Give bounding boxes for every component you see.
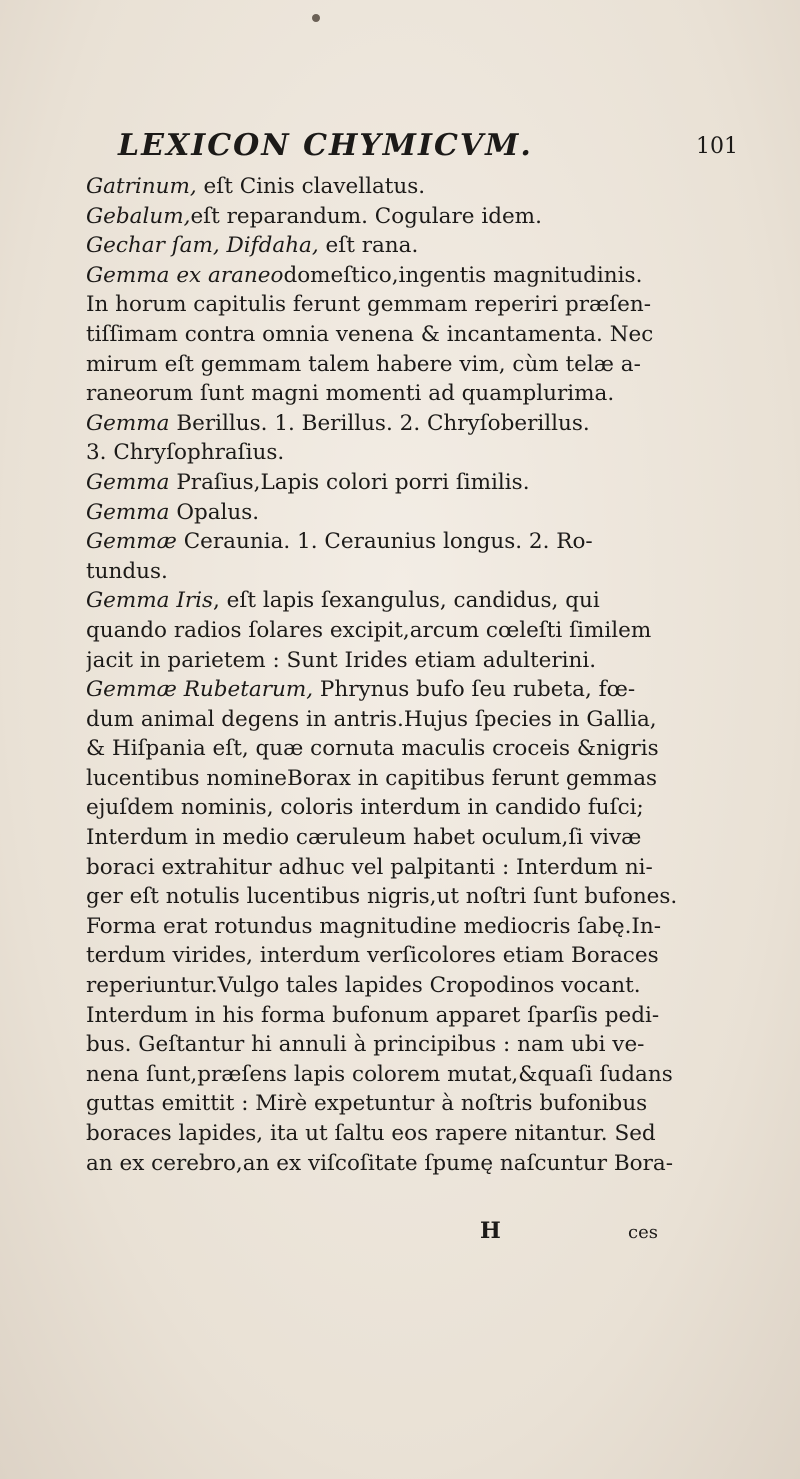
- catchword: ces: [628, 1222, 658, 1243]
- headword: Gatrinum,: [86, 174, 197, 199]
- headword: Gebalum,: [86, 203, 191, 229]
- text-line: [86, 853, 722, 883]
- text-line: [86, 1060, 722, 1090]
- signature-mark: H: [480, 1218, 501, 1244]
- line-text: Phrynus bufo ſeu rubeta, fœ-: [313, 677, 636, 703]
- line-text: Interdum in medio cæruleum habet oculum,ſi vivæ: [86, 825, 642, 851]
- line-text: reperiuntur.Vulgo tales lapides Cropodinos vocant.: [86, 973, 641, 999]
- line-text: & Hiſpania eſt, quæ cornuta maculis croceis &nigris: [86, 736, 659, 762]
- line-text: Interdum in his forma bufonum apparet ſparſis pedi-: [86, 1002, 660, 1028]
- text-line: [86, 616, 722, 646]
- text-line: [86, 971, 722, 1001]
- text-line: [86, 350, 722, 380]
- headword: Gemmæ Rubetarum,: [86, 677, 314, 703]
- line-text: Forma erat rotundus magnitudine mediocris ſabę.In-: [86, 913, 662, 939]
- text-line: [86, 764, 722, 794]
- line-text: Berillus. 1. Berillus. 2. Chryſoberillus.: [169, 410, 590, 436]
- line-text: dum animal degens in antris.Hujus ſpecies in Gallia,: [86, 706, 657, 732]
- line-text: quando radios ſolares excipit,arcum cœleſti ſimilem: [86, 617, 652, 643]
- text-line: [86, 705, 722, 735]
- page-header: [118, 128, 738, 168]
- text-line: [86, 734, 722, 764]
- text-line: [86, 202, 722, 232]
- page-footer: [0, 1218, 800, 1258]
- line-text: ger eſt notulis lucentibus nigris,ut noſtri ſunt bufones.: [86, 884, 678, 910]
- line-text: an ex cerebro,an ex viſcoſitate ſpumę naſcuntur Bora-: [86, 1150, 673, 1176]
- line-text: guttas emittit : Mirè expetuntur à noſtris bufonibus: [86, 1091, 648, 1117]
- line-text: Opalus.: [169, 499, 260, 525]
- running-title: LEXICON CHYMICVM.: [118, 128, 533, 163]
- line-text: , eſt lapis ſexangulus, candidus, qui: [213, 588, 600, 614]
- headword: Gemma Iris: [86, 588, 214, 614]
- text-line: [86, 1001, 722, 1031]
- line-text: raneorum ſunt magni momenti ad quamplurima.: [86, 381, 615, 407]
- line-text: boraces lapides, ita ut ſaltu eos rapere nitantur. Sed: [86, 1121, 656, 1146]
- text-line: [86, 468, 722, 498]
- text-line: [86, 557, 722, 587]
- line-text: terdum virides, interdum verſicolores etiam Boraces: [86, 943, 659, 969]
- text-line: [86, 1030, 722, 1060]
- text-line: [86, 912, 722, 942]
- line-text: eſt rana.: [318, 233, 419, 259]
- text-line: [86, 527, 722, 557]
- text-line: [86, 290, 722, 320]
- headword: Gechar ſam, Difdaha,: [86, 233, 319, 259]
- line-text: eſt reparandum. Cogulare idem.: [190, 203, 542, 229]
- text-line: [86, 261, 722, 291]
- text-line: [86, 1149, 722, 1179]
- text-line: [86, 409, 722, 439]
- ink-speck: [312, 14, 320, 22]
- line-text: tiſſimam contra omnia venena & incantamenta. Nec: [86, 321, 654, 347]
- text-line: [86, 1089, 722, 1119]
- line-text: nena ſunt,præſens lapis colorem mutat,&quaſi ſudans: [86, 1061, 673, 1087]
- line-text: boraci extrahitur adhuc vel palpitanti : Interdum ni-: [86, 854, 653, 880]
- headword: Gemma: [86, 499, 170, 525]
- text-line: [86, 438, 722, 468]
- text-line: [86, 1119, 722, 1149]
- line-text: ejuſdem nominis, coloris interdum in candido fuſci;: [86, 795, 644, 821]
- headword: Gemma ex araneo: [86, 262, 284, 288]
- text-line: [86, 172, 722, 202]
- text-line: [86, 823, 722, 853]
- headword: Gemma: [86, 410, 170, 436]
- headword: Gemma: [86, 469, 170, 495]
- line-text: lucentibus nomineBorax in capitibus ferunt gemmas: [86, 765, 658, 791]
- headword: Gemmæ: [86, 529, 177, 555]
- text-line: [86, 320, 722, 350]
- text-line: [86, 941, 722, 971]
- line-text: Ceraunia. 1. Ceraunius longus. 2. Ro-: [176, 529, 593, 555]
- line-text: mirum eſt gemmam talem habere vim, cùm telæ a-: [86, 351, 641, 377]
- line-text: Praſius,Lapis colori porri ſimilis.: [169, 469, 530, 495]
- text-line: [86, 646, 722, 676]
- text-line: [86, 586, 722, 616]
- text-line: [86, 882, 722, 912]
- line-text: domeſtico,ingentis magnitudinis.: [283, 262, 643, 288]
- line-text: eſt Cinis clavellatus.: [196, 174, 426, 199]
- text-line: [86, 498, 722, 528]
- body-text: [86, 172, 722, 1178]
- text-line: [86, 231, 722, 261]
- text-line: [86, 675, 722, 705]
- text-line: [86, 379, 722, 409]
- line-text: tundus.: [86, 558, 168, 584]
- line-text: jacit in parietem : Sunt Irides etiam adulterini.: [86, 647, 597, 673]
- line-text: 3. Chryſophraſius.: [86, 440, 285, 466]
- text-line: [86, 793, 722, 823]
- page-number: 101: [696, 134, 738, 159]
- line-text: bus. Geſtantur hi annuli à principibus : nam ubi ve-: [86, 1032, 645, 1058]
- line-text: In horum capitulis ferunt gemmam reperiri præſen-: [86, 292, 652, 318]
